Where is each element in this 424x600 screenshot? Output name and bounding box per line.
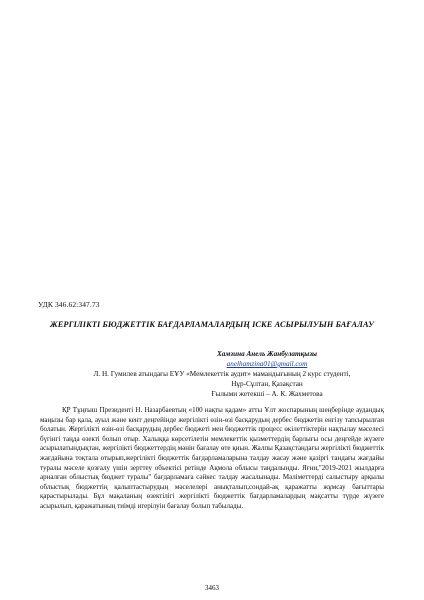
- page-number: 3463: [205, 584, 219, 592]
- paper-title: ЖЕРГІЛІКТІ БЮДЖЕТТІК БАҒДАРЛАМАЛАРДЫҢ ІСКЕ АСЫРЫЛУЫН БАҒАЛАУ: [50, 320, 374, 329]
- author-name: Хамзина Анель Жанбулатқызы: [216, 350, 318, 358]
- udc-code: УДК 346.62:347.73: [38, 300, 100, 309]
- abstract-paragraph: ҚР Тұңғыш Президенті Н. Назарбаевтың «100 нақты қадам» атты Ұлт жоспарының шеңберінде аудандық маңызы бар қала, ауыл және кент деңгейінде жергілікті өзін-өзі басқарудың дербес бюджетін енгізу тапсырылған болатын. Жергілікті өзін-өзі басқарудың дербес бюджеті мен бюджеттік процесс өкілеттіктерін нақтылау мәселесі бүгінгі таңда өзекті болып отыр. Халыққа көрсетілетін мемлекеттік қызметтердің барлығы осы деңгейде жүзеге асырылатындықтан, жергілікті бюджеттердің мәнін бағалау өте қиын. Жалпы Қазақстандағы жергілікті бюджеттік жағдайына тоқтала отырып,жергілікті бюджеттік бағдарламаларына талдау жасау және қазіргі тандағы жағдайы туралы мәселе қозғалу үшін зерттеу объектісі ретінде Ақмола облысы таңдалынды. Яғни,"2019-2021 жылдарға арналған облыстық бюджет туралы" бағдарламаға сәйкес талдау жасалынады. Мәліметтерді салыстыру арқылы облыстық бюджеттің қалыптастырудың мәселелері анықталып,сондай-ақ қаражатты жұмсау бағыттары қарастырылады. Бұл мақаланың өзектілігі жергілікті бюджеттік бағдарламалардың мақсатты түрде жүзеге асырылып, қаражатының тиімді игерілуін бағалау болып табылады.: [40, 406, 384, 510]
- author-email-link[interactable]: anelhamzina01@gmail.com: [226, 360, 308, 368]
- author-city: Нұр-Сұлтан, Қазақстан: [231, 380, 303, 388]
- supervisor: Ғылыми жетекші – А. К. Жахметова: [211, 390, 323, 398]
- author-affiliation: Л. Н. Гумилев атындағы ЕҰУ «Мемлекеттік аудит» мамандығының 2 курс студенті,: [93, 370, 351, 378]
- author-block: [50, 349, 384, 399]
